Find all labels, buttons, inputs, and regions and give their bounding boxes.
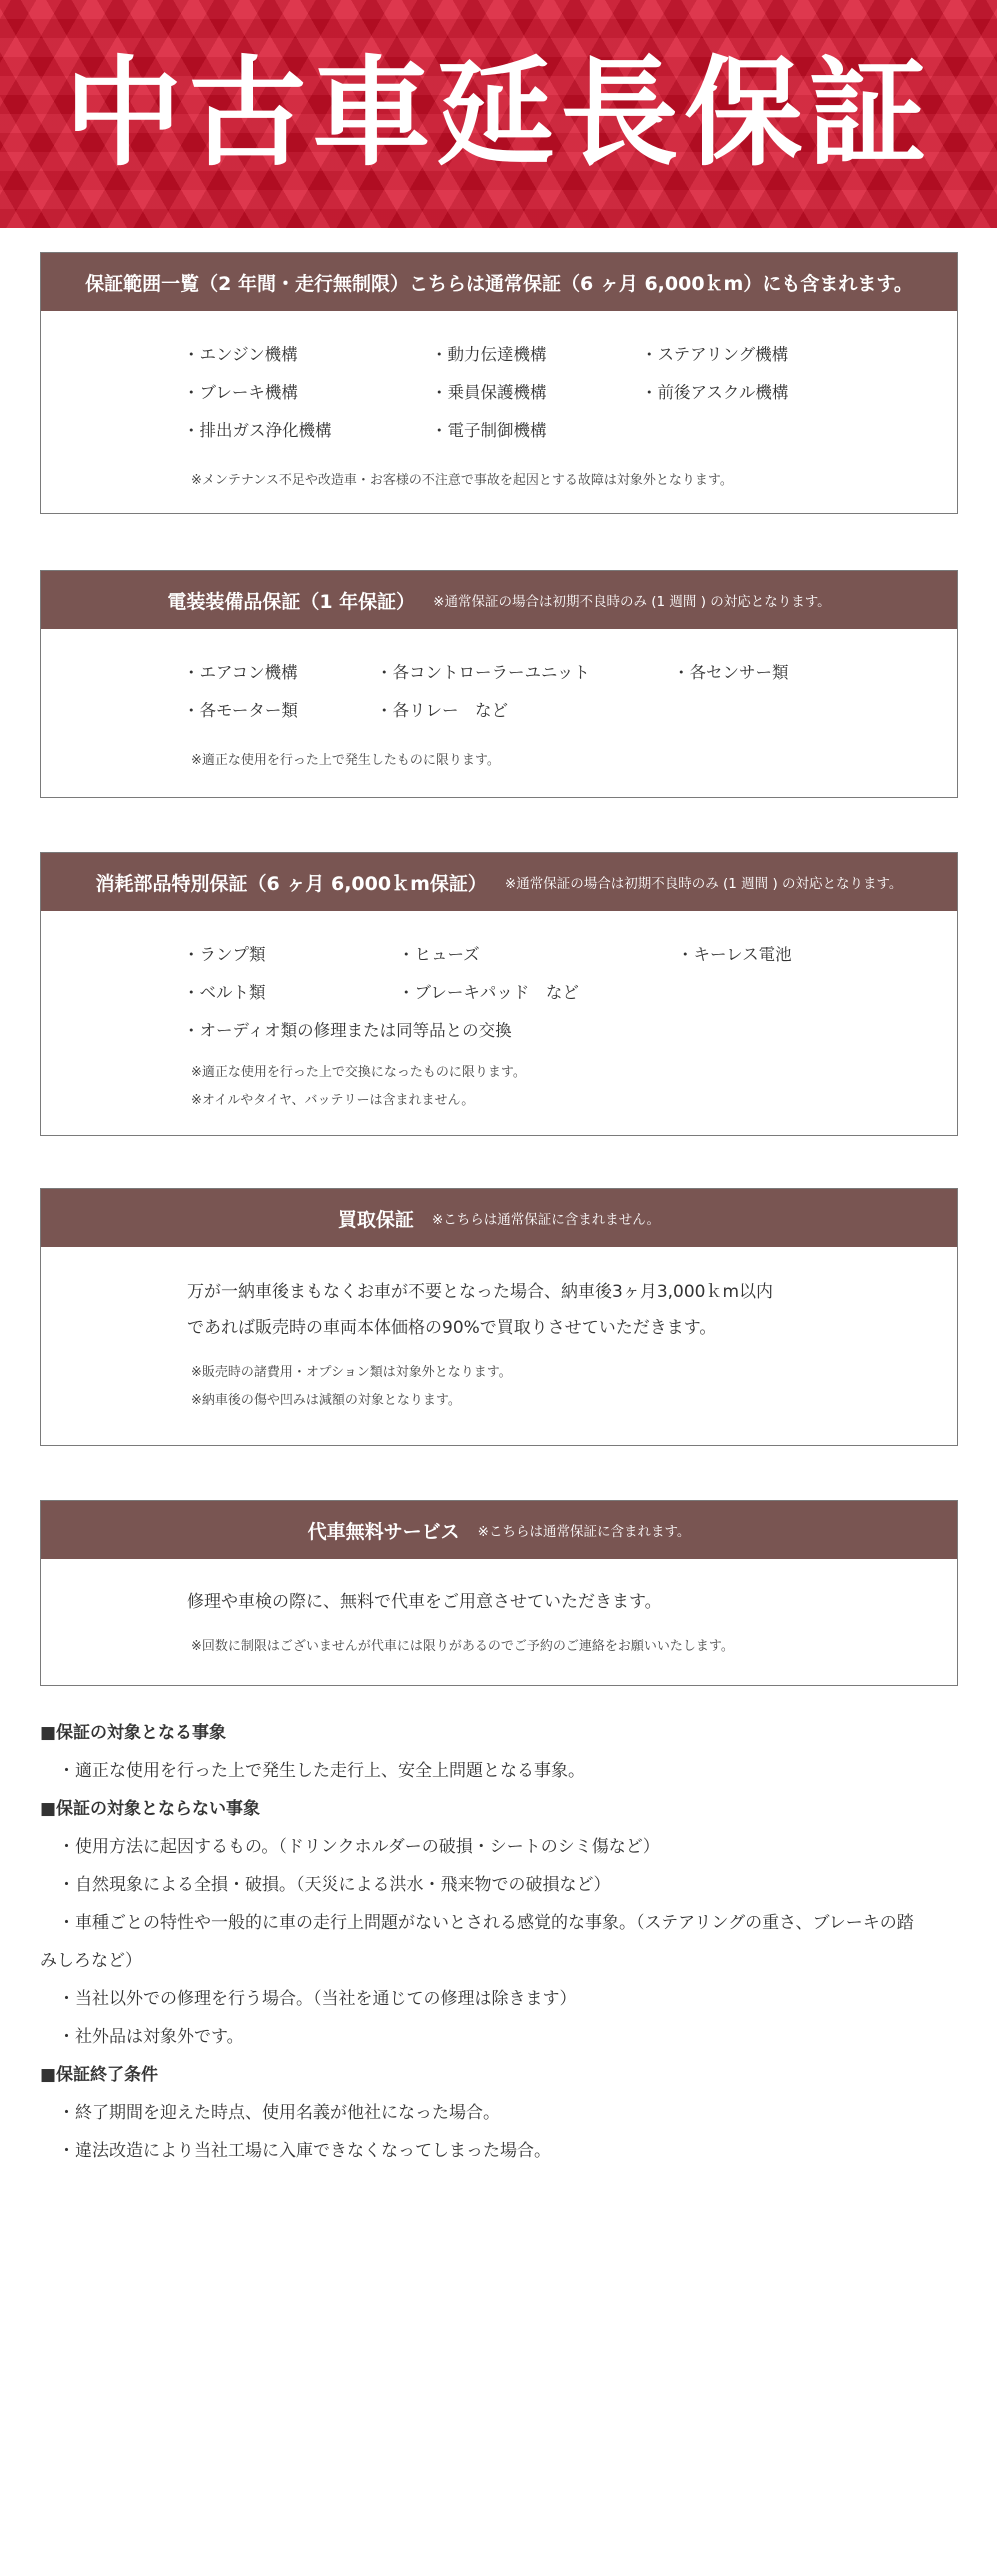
list-item: ・エンジン機構 xyxy=(183,345,298,364)
conditions-item: ・車種ごとの特性や一般的に車の走行上問題がないとされる感覚的な事象。（ステアリングの重さ、ブレーキの踏 xyxy=(58,1913,914,1933)
list-item: ・各センサー類 xyxy=(673,663,789,682)
section-title: 買取保証 xyxy=(337,1208,414,1231)
list-item: ・ステアリング機構 xyxy=(641,345,789,364)
list-item: ・電子制御機構 xyxy=(431,421,547,440)
section-title: 保証範囲一覧（2 年間・走行無制限）こちらは通常保証（6 ヶ月 6,000ｋm）にも含まれます。 xyxy=(85,272,913,295)
conditions-item: ・社外品は対象外です。 xyxy=(58,2027,244,2047)
section-title: 消耗部品特別保証（6 ヶ月 6,000ｋm保証） xyxy=(95,872,487,895)
conditions-item: ・適正な使用を行った上で発生した走行上、安全上問題となる事象。 xyxy=(58,1761,585,1781)
page-title: 中古車延長保証 xyxy=(64,44,933,182)
list-item: ・ランプ類 xyxy=(183,945,266,964)
section-header-note: ※通常保証の場合は初期不良時のみ (1 週間 ) の対応となります。 xyxy=(433,594,831,610)
section-loaner-car-service xyxy=(40,1500,958,1686)
list-item: ・ブレーキパッド など xyxy=(398,983,579,1002)
section-title: 電装装備品保証（1 年保証） xyxy=(167,590,416,613)
section-paragraph: であれば販売時の車両本体価格の90%で買取りさせていただきます。 xyxy=(187,1318,717,1338)
section-note: ※オイルやタイヤ、バッテリーは含まれません。 xyxy=(191,1093,475,1108)
conditions-item: ・終了期間を迎えた時点、使用名義が他社になった場合。 xyxy=(58,2103,500,2123)
list-item: ・エアコン機構 xyxy=(183,663,298,682)
section-title: 代車無料サービス xyxy=(307,1520,460,1543)
section-header xyxy=(41,571,957,629)
conditions-item: ・自然現象による全損・破損。（天災による洪水・飛来物での破損など） xyxy=(58,1875,611,1895)
section-header xyxy=(41,1189,957,1247)
list-item: ・各コントローラーユニット xyxy=(376,663,590,682)
section-header-note: ※こちらは通常保証に含まれません。 xyxy=(431,1212,661,1228)
section-warranty-scope xyxy=(40,252,958,514)
conditions-item: ・使用方法に起因するもの。（ドリンクホルダーの破損・シートのシミ傷など） xyxy=(58,1837,660,1857)
section-buyback-guarantee xyxy=(40,1188,958,1446)
section-note: ※納車後の傷や凹みは減額の対象となります。 xyxy=(191,1393,461,1408)
list-item: ・ベルト類 xyxy=(183,983,266,1002)
section-note: ※適正な使用を行った上で交換になったものに限ります。 xyxy=(191,1065,526,1080)
conditions-heading: ■保証の対象となる事象 xyxy=(40,1723,227,1743)
list-item: ・ヒューズ xyxy=(398,945,480,964)
conditions-item: みしろなど） xyxy=(40,1951,142,1971)
section-note: ※適正な使用を行った上で発生したものに限ります。 xyxy=(191,753,500,768)
section-note: ※回数に制限はございませんが代車には限りがあるのでご予約のご連絡をお願いいたします。 xyxy=(191,1639,734,1654)
section-note: ※販売時の諸費用・オプション類は対象外となります。 xyxy=(191,1365,512,1380)
list-item: ・排出ガス浄化機構 xyxy=(183,421,332,440)
section-header xyxy=(41,853,957,911)
conditions-item: ・違法改造により当社工場に入庫できなくなってしまった場合。 xyxy=(58,2141,551,2161)
list-item: ・ブレーキ機構 xyxy=(183,383,298,402)
section-paragraph: 修理や車検の際に、無料で代車をご用意させていただきます。 xyxy=(187,1592,662,1612)
list-item: ・キーレス電池 xyxy=(677,945,792,964)
section-header-note: ※通常保証の場合は初期不良時のみ (1 週間 ) の対応となります。 xyxy=(504,876,903,892)
conditions-heading: ■保証の対象とならない事象 xyxy=(40,1799,261,1819)
hero-banner xyxy=(0,0,997,228)
section-consumables-warranty xyxy=(40,852,958,1136)
list-item: ・乗員保護機構 xyxy=(431,383,547,402)
section-header xyxy=(41,253,957,311)
section-paragraph: 万が一納車後まもなくお車が不要となった場合、納車後3ヶ月3,000ｋm以内 xyxy=(187,1282,774,1302)
list-item: ・動力伝達機構 xyxy=(431,345,547,364)
list-item: ・各リレー など xyxy=(376,701,508,720)
list-item: ・前後アスクル機構 xyxy=(641,383,789,402)
section-header-note: ※こちらは通常保証に含まれます。 xyxy=(477,1524,691,1540)
section-electrical-warranty xyxy=(40,570,958,798)
conditions-heading: ■保証終了条件 xyxy=(40,2065,159,2085)
conditions-item: ・当社以外での修理を行う場合。（当社を通じての修理は除きます） xyxy=(58,1989,577,2009)
list-item: ・各モーター類 xyxy=(183,701,298,720)
list-item: ・オーディオ類の修理または同等品との交換 xyxy=(183,1021,512,1040)
section-header xyxy=(41,1501,957,1559)
section-note: ※メンテナンス不足や改造車・お客様の不注意で事故を起因とする故障は対象外となります。 xyxy=(191,473,733,488)
